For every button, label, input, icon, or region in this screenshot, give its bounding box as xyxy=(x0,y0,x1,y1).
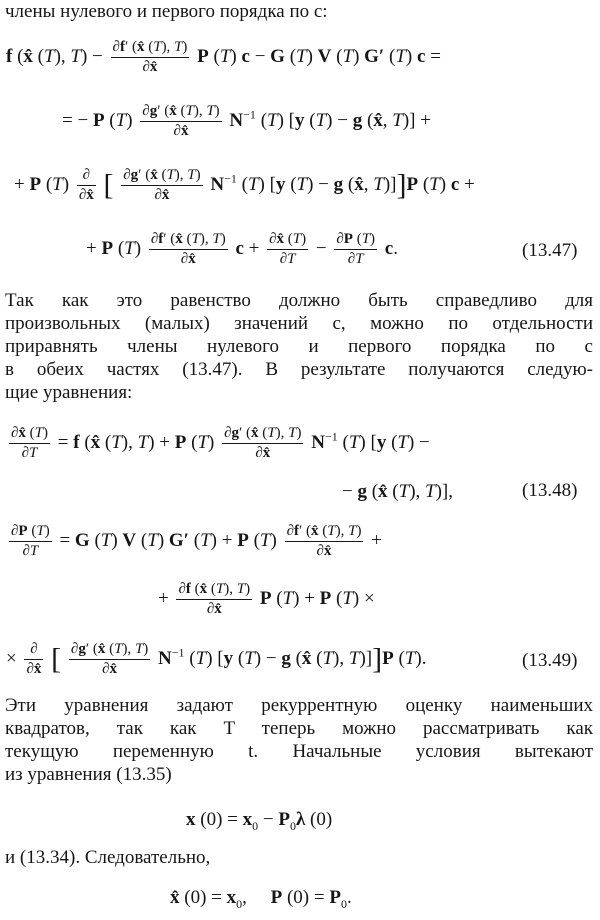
paragraph-2-line-2: квадратов, так как T теперь можно рассматривать как xyxy=(5,718,593,739)
eq-13-48-row-1: $\frac{\partial x̂ (T)}{\partial T}$ = f (x̂ (T), T) + P (T) $\frac{\partial g' (x̂ (T), T)}{\partial x̂}$ $N^{-1}$ (T) [y (T) − xyxy=(11,425,430,461)
paragraph-1-line-1: Так как это равенство должно быть справедливо для xyxy=(5,290,593,311)
paragraph-1-line-3: приравнять члены нулевого и первого порядка по c xyxy=(5,336,593,357)
eq-13-47-number: (13.47) xyxy=(522,240,578,261)
eq-13-49-row-3: × $\frac{\partial}{\partial x̂}$ [ $\frac{\partial g' (x̂ (T), T)}{\partial x̂}$ $N^{-1}$ (T) [y (T) − g (x̂ (T), T)]]P (T). xyxy=(6,641,427,677)
paragraph-1-line-2: произвольных (малых) значений c, можно по отдельности xyxy=(5,313,593,334)
eq-13-48-number: (13.48) xyxy=(522,480,578,501)
paragraph-2-line-4: из уравнения (13.35) xyxy=(5,764,172,785)
paragraph-2-line-1: Эти уравнения задают рекуррентную оценку наименьших xyxy=(5,695,593,716)
eq-13-47-row-4: + P (T) $\frac{\partial f' (x̂ (T), T)}{\partial x̂}$ c + $\frac{\partial x̂ (T)}{\partial T}$ − $\frac{\partial P (T)}{\partial T}$ c. xyxy=(86,231,398,267)
eq-13-49-number: (13.49) xyxy=(522,650,578,671)
paragraph-3: и (13.34). Следовательно, xyxy=(5,847,211,868)
eq-13-49-row-1: $\frac{\partial P (T)}{\partial T}$ = G (T) V (T) G′ (T) + P (T) $\frac{\partial f' (x̂ (T), T)}{\partial x̂}$ + xyxy=(11,523,382,559)
paragraph-1-line-5: щие уравнения: xyxy=(5,382,133,403)
paragraph-1-line-4: в обеих частях (13.47). В результате получаются следую- xyxy=(5,359,593,380)
eq-13-49-row-2: + $\frac{\partial f (x̂ (T), T)}{\partial x̂}$ P (T) + P (T) × xyxy=(158,581,375,617)
paragraph-2-line-3: текущую переменную t. Начальные условия вытекают xyxy=(5,741,593,762)
eq-final: x̂ $(0) = x_0$, P $(0) = P_0$. xyxy=(170,887,352,911)
eq-13-47-row-1: f (x̂ (T), T) − $\frac{\partial f' (x̂ (T), T)}{\partial x̂}$ P (T) c − G (T) V (T) G′ (T) c = xyxy=(6,39,441,75)
eq-13-48-row-2: − g (x̂ (T), T)], xyxy=(342,481,454,502)
eq-initial-condition: x $(0) = x_0 - P_0\lambda$ (0) xyxy=(186,809,333,833)
eq-13-47-row-3: + P (T) $\frac{\partial}{\partial x̂}$ [ $\frac{\partial g' (x̂ (T), T)}{\partial x̂}$ $N^{-1}$ (T) [y (T) − g (x̂, T)]]P (T) c + xyxy=(14,167,475,203)
intro-line: члены нулевого и первого порядка по c: xyxy=(5,1,328,22)
eq-13-47-row-2: = − P (T) $\frac{\partial g' (x̂ (T), T)}{\partial x̂}$ $N^{-1}$ (T) [y (T) − g (x̂, T)] + xyxy=(62,103,431,139)
